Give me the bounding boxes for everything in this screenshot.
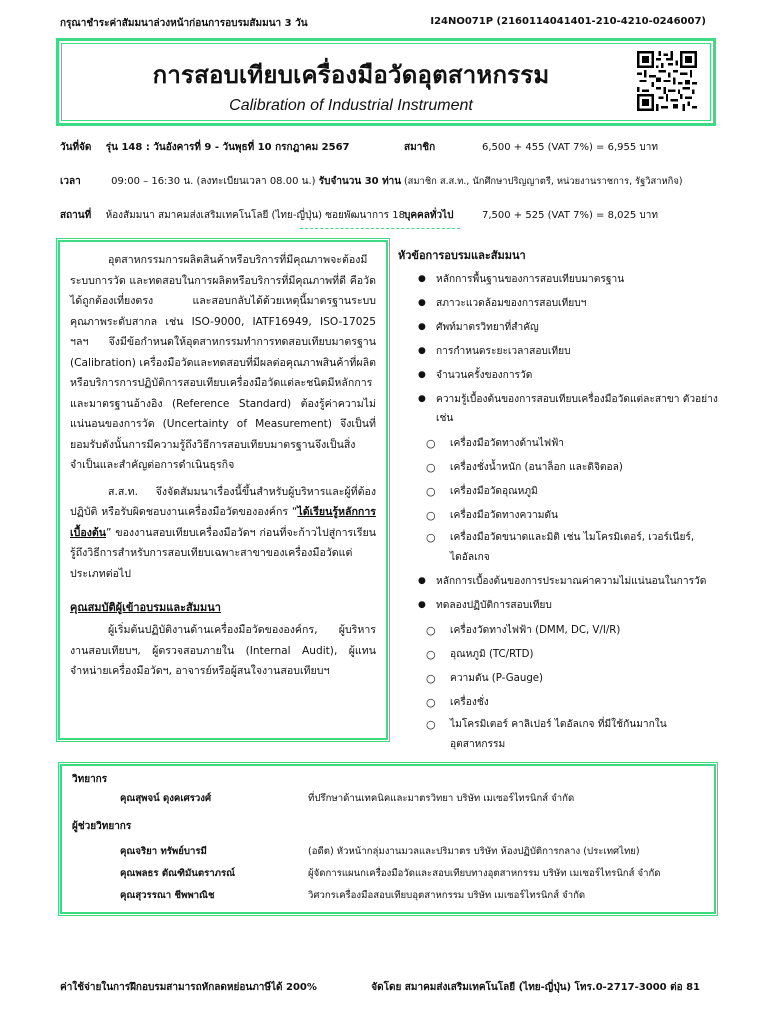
time-row	[60, 174, 401, 189]
assistant-heading: ผู้ช่วยวิทยากร	[72, 821, 132, 832]
title-banner	[56, 38, 716, 126]
speaker-row	[72, 840, 704, 862]
topics-heading: หัวข้อการอบรมและสัมมนา	[398, 249, 526, 262]
qualification-heading: คุณสมบัติผู้เข้าอบรมและสัมมนา	[70, 601, 221, 614]
subtopics-list	[398, 432, 718, 568]
subtopic-item: ○ เครื่องชั่ง	[398, 691, 718, 715]
subtopic-item: ○ เครื่องมือวัดทางความดัน	[398, 504, 718, 528]
topic-label: ทดลองปฏิบัติการสอบเทียบ	[436, 600, 552, 611]
subtopic-item: ○ ไมโครมิเตอร์ คาลิเปอร์ ไดอัลเกจ ที่มีใช้กันมากในอุตสาหกรรม	[398, 715, 718, 755]
member-price-row	[404, 140, 435, 155]
speaker-name: คุณสุพจน์ ดุงคเศรวงศ์	[120, 793, 212, 804]
member-price: 6,500 + 455 (VAT 7%) = 6,955 บาท	[482, 142, 658, 153]
place-label: สถานที่	[60, 210, 92, 221]
organizer-contact[interactable]: จัดโดย สมาคมส่งเสริมเทคโนโลยี (ไทย-ญี่ปุ่น) โทร.0-2717-3000 ต่อ 81	[371, 982, 700, 993]
intro-paragraph-1	[70, 250, 376, 476]
subtopic-item: ○ เครื่องวัดทางไฟฟ้า (DMM, DC, V/I/R)	[398, 619, 718, 643]
topic-item: ● สภาวะแวดล้อมของการสอบเทียบฯ	[398, 294, 718, 313]
member-note: (สมาชิก ส.ส.ท., นักศึกษาปริญญาตรี, หน่วยงานราชการ, รัฐวิสาหกิจ)	[404, 176, 683, 187]
intro-text-1: อุตสาหกรรมการผลิตสินค้าหรือบริการที่มีคุณภาพจะต้องมีระบบการวัด และทดสอบในการผลิตหรือบริการที่มีคุณภาพที่ดี คือวัดได้ถูกต้องเที่ยงตรง และสอบกลับได้ด้วยเหตุนี้มาตรฐานระบบคุณภาพระดับสากล เช่น ISO-9000, IATF16949, ISO-17025 ฯลฯ จึงมีข้อกำหนดให้อุตสาหกรรมทำการทดสอบเทียบมาตรฐาน (Calibration) เครื่องมือวัดและทดสอบที่มีผลต่อคุณภาพสินค้าที่ผลิตหรือบริการการปฏิบัติการสอบเทียบเครื่องมือวัดแต่ละชนิดมีหลักการและมาตรฐานอ้างอิง (Reference Standard) ต้องรู้ค่าความไม่แน่นอนของการวัด (Uncertainty of Measurement) จึงเป็นที่ยอมรับดังนั้นการมีความรู้ถึงวิธีการสอบเทียบมาตรฐานจึงเป็นสิ่งจำเป็นและสำคัญต่อการดำเนินธุรกิจ	[70, 254, 376, 471]
speaker-row	[72, 884, 704, 906]
speaker-row	[72, 787, 704, 809]
time-value: 09:00 – 16:30 น. (ลงทะเบียนเวลา 08.00 น.)	[111, 176, 316, 187]
subtopic-item: ○ เครื่องชั่งน้ำหนัก (อนาล็อก และดิจิตอล)	[398, 456, 718, 480]
advance-payment-note: กรุณาชำระค่าสัมมนาล่วงหน้าก่อนการอบรมสัมมนา 3 วัน	[60, 18, 308, 29]
speaker-name: คุณสุวรรณา ชีพพาณิช	[120, 890, 215, 901]
intro-text-2b: ” ของงานสอบเทียบเครื่องมือวัดฯ ก่อนที่จะก้าวไปสู่การเรียนรู้ถึงวิธีการสำหรับการสอบเทียบเฉพาะสาขาของเครื่องมือวัดแต่ประเภทต่อไป	[70, 526, 376, 580]
qualification-text	[70, 620, 376, 682]
topic-item: ● จำนวนครั้งของการวัด	[398, 366, 718, 385]
speaker-name: คุณพลธร ตัณฑิมันตราภรณ์	[120, 868, 235, 879]
topics-section	[398, 246, 718, 759]
course-title-thai: การสอบเทียบเครื่องมือวัดอุตสาหกรรม	[152, 61, 550, 89]
member-label: สมาชิก	[404, 142, 436, 153]
seats-value: รับจำนวน 30 ท่าน	[318, 176, 402, 187]
date-row	[60, 140, 350, 155]
speaker-position: (อดีต) หัวหน้ากลุ่มงานมวลและปริมาตร บริษัท ห้องปฏิบัติการกลาง (ประเทศไทย)	[308, 846, 640, 857]
divider	[300, 228, 460, 229]
place-value: ห้องสัมมนา สมาคมส่งเสริมเทคโนโลยี (ไทย-ญี่ปุ่น) ซอยพัฒนาการ 18	[105, 210, 405, 221]
topic-item-with-sub	[398, 596, 718, 755]
subtopic-item: ○ เครื่องมือวัดทางด้านไฟฟ้า	[398, 432, 718, 456]
qr-code-icon[interactable]	[637, 51, 697, 111]
speakers-box	[60, 764, 716, 914]
speaker-position: ที่ปรึกษาด้านเทคนิคและมาตรวิทยา บริษัท เมเซอร์ไทรนิกส์ จำกัด	[308, 793, 575, 804]
topics-list	[398, 270, 718, 755]
intro-box	[58, 240, 388, 740]
course-title-english: Calibration of Industrial Instrument	[229, 97, 473, 114]
place-row	[60, 208, 405, 223]
speaker-position: วิศวกรเครื่องมือสอบเทียบอุตสาหกรรม บริษัท เมเซอร์ไทรนิกส์ จำกัด	[308, 890, 586, 901]
topic-item: ● หลักการพื้นฐานของการสอบเทียบมาตรฐาน	[398, 270, 718, 289]
course-code: I24NO071P (2160114041401-210-4210-0246007)	[430, 16, 706, 27]
topic-item: ● หลักการเบื้องต้นของการประมาณค่าความไม่แน่นอนในการวัด	[398, 572, 718, 591]
intro-highlight: ได้เรียนรู้หลักการเบื้องต้น	[70, 506, 376, 539]
tax-deduction-note: ค่าใช้จ่ายในการฝึกอบรมสามารถหักลดหย่อนภาษีได้ 200%	[60, 982, 317, 993]
time-label: เวลา	[60, 176, 81, 187]
subtopics-list	[398, 619, 718, 755]
speaker-name: คุณจริยา ทรัพย์บารมี	[120, 846, 207, 857]
intro-text-2a: ส.ส.ท. จึงจัดสัมมนาเรื่องนี้ขึ้นสำหรับผู้บริหารและผู้ที่ต้องปฏิบัติ หรือรับผิดชอบงานเครื่องมือวัดขององค์กร “	[70, 485, 376, 518]
date-value: รุ่น 148 : วันอังคารที่ 9 - วันพุธที่ 10 กรกฎาคม 2567	[105, 142, 350, 153]
intro-paragraph-2	[70, 482, 376, 585]
topic-item: ● ศัพท์มาตรวิทยาที่สำคัญ	[398, 318, 718, 337]
subtopic-item: ○ เครื่องมือวัดขนาดและมิติ เช่น ไมโครมิเตอร์, เวอร์เนียร์, ไดอัลเกจ	[398, 528, 718, 568]
speaker-row	[72, 862, 704, 884]
subtopic-item: ○ อุณหภูมิ (TC/RTD)	[398, 643, 718, 667]
topic-item: ● การกำหนดระยะเวลาสอบเทียบ	[398, 342, 718, 361]
topic-item-with-sub	[398, 390, 718, 568]
subtopic-item: ○ เครื่องมือวัดอุณหภูมิ	[398, 480, 718, 504]
topic-label: ความรู้เบื้องต้นของการสอบเทียบเครื่องมือวัดแต่ละสาขา ตัวอย่างเช่น	[436, 394, 718, 424]
lecturer-heading: วิทยากร	[72, 774, 108, 785]
qualification-body: ผู้เริ่มต้นปฏิบัติงานด้านเครื่องมือวัดขององค์กร, ผู้บริหารงานสอบเทียบฯ, ผู้ตรวจสอบภายใน (Internal Audit), ผู้แทนจำหน่ายเครื่องมือวัดฯ, อาจารย์หรือผู้สนใจงานสอบเทียบฯ	[70, 624, 376, 677]
subtopic-item: ○ ความดัน (P-Gauge)	[398, 667, 718, 691]
general-label: บุคคลทั่วไป	[404, 210, 454, 221]
speaker-position: ผู้จัดการแผนกเครื่องมือวัดและสอบเทียบทางอุตสาหกรรม บริษัท เมเซอร์ไทรนิกส์ จำกัด	[308, 868, 661, 879]
general-price: 7,500 + 525 (VAT 7%) = 8,025 บาท	[482, 210, 658, 221]
date-label: วันที่จัด	[60, 142, 92, 153]
